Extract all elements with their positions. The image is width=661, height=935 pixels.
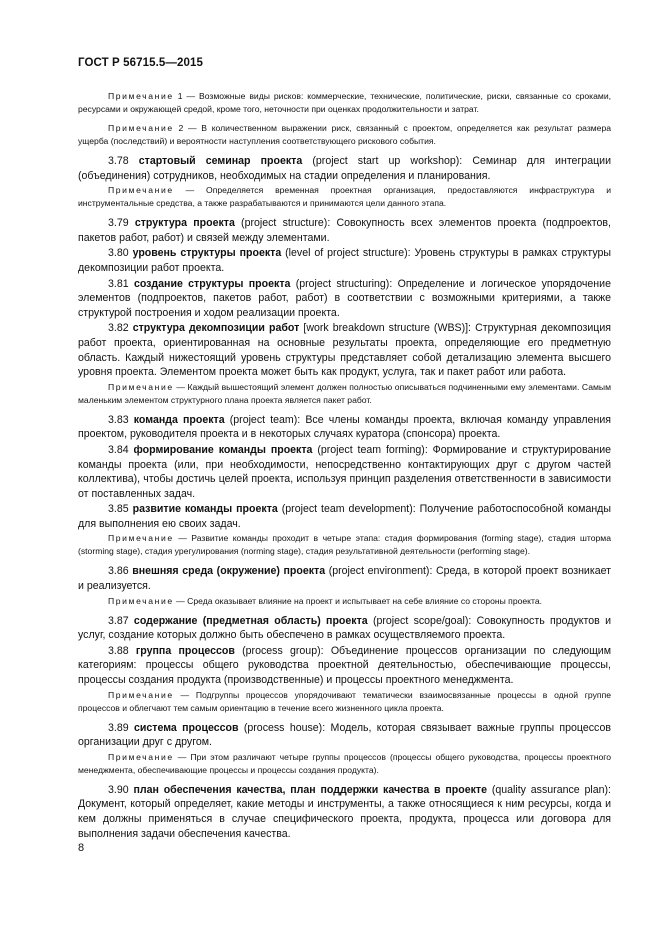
note-text: — В количественном выражении риск, связанный с проектом, определяется как результат размера ущерба (последствий) и вероятности наступления соответствующего рискового события. bbox=[78, 123, 612, 146]
term-definition: (project environment): Среда, в которой проект возникает и реализуется. bbox=[78, 565, 611, 593]
term-title: план обеспечения качества, план поддержки качества в проекте bbox=[133, 783, 487, 796]
note-label: Примечание bbox=[108, 689, 174, 700]
term-definition: (process group): Объединение процессов организации по следующим категориям: процессы общего руководства проектной деятельностью, обеспечивающие процессы, процессы создания продукта (производственные) и процессы проектного менеджмента. bbox=[78, 644, 612, 687]
standard-header: ГОСТ Р 56715.5—2015 bbox=[78, 57, 203, 69]
term-number: 3.82 bbox=[108, 322, 129, 335]
note-note-3-88 bbox=[78, 689, 611, 715]
page-number: 8 bbox=[78, 842, 85, 854]
note-number: 1 bbox=[177, 91, 183, 101]
note-note-3-85 bbox=[78, 532, 611, 558]
term-entry-3-90 bbox=[78, 783, 611, 841]
term-entry-3-86 bbox=[78, 564, 611, 593]
term-title: внешняя среда (окружение) проекта bbox=[132, 565, 326, 578]
term-title: создание структуры проекта bbox=[133, 277, 291, 290]
note-text: — Среда оказывает влияние на проект и испытывает на себе влияние со стороны проекта. bbox=[173, 595, 543, 606]
term-entry-3-84 bbox=[78, 443, 611, 501]
term-title: система процессов bbox=[133, 721, 239, 734]
note-label: Примечание bbox=[108, 123, 174, 133]
term-title: формирование команды проекта bbox=[133, 443, 313, 456]
term-entry-3-87 bbox=[78, 614, 611, 643]
term-number: 3.80 bbox=[108, 247, 129, 260]
term-number: 3.85 bbox=[108, 503, 129, 516]
term-definition: [work breakdown structure (WBS)]: Структурная декомпозиция работ проекта, ориентированная на основные результаты проекта, определяющие его предметную область. Каждый нижестоящий уровень структуры представляет собой детализацию элемента высшего уровня проекта. Элементом проекта может быть как продукт, услуга, так и пакет работ или работа. bbox=[78, 322, 611, 379]
note-label: Примечание bbox=[108, 595, 174, 606]
term-title: группа процессов bbox=[135, 644, 235, 657]
term-title: уровень структуры проекта bbox=[132, 247, 282, 260]
term-definition: (project team forming): Формирование и структурирование команды проекта (или, при необходимости, непосредственно контактирующих друг с другом частей коллектива), чтобы достичь целей проекта, используя принцип разделения ответственности в зависимости от поставленных задач. bbox=[78, 443, 612, 500]
term-entry-3-88 bbox=[78, 644, 611, 688]
term-title: структура декомпозиции работ bbox=[132, 322, 300, 335]
term-number: 3.86 bbox=[108, 565, 129, 578]
note-note-3-82 bbox=[78, 381, 611, 407]
note-label: Примечание bbox=[108, 185, 174, 196]
term-number: 3.90 bbox=[108, 783, 129, 796]
note-label: Примечание bbox=[108, 533, 174, 544]
term-entry-3-78 bbox=[78, 154, 611, 183]
term-definition: (project start up workshop): Семинар для интеграции (объединения) сотрудников, необходимых на стадии определения и планирования. bbox=[78, 155, 611, 182]
note-label: Примечание bbox=[108, 91, 174, 101]
note-note-risk-1 bbox=[78, 90, 611, 116]
term-entry-3-89 bbox=[78, 721, 611, 750]
term-number: 3.79 bbox=[108, 217, 129, 230]
note-text: — Каждый вышестоящий элемент должен полностью описываться подчиненными ему элементами. Самым маленьким элементом структурного плана проекта является пакет работ. bbox=[78, 381, 611, 405]
term-number: 3.87 bbox=[108, 614, 129, 627]
term-number: 3.81 bbox=[108, 277, 129, 290]
term-definition: (level of project structure): Уровень структуры в рамках структуры декомпозиции работ проекта. bbox=[78, 247, 612, 274]
term-entry-3-85 bbox=[78, 502, 611, 531]
document-body bbox=[78, 90, 611, 842]
note-label: Примечание bbox=[108, 751, 174, 762]
note-note-3-86 bbox=[78, 595, 611, 608]
term-number: 3.84 bbox=[108, 443, 129, 456]
term-number: 3.83 bbox=[108, 413, 129, 426]
term-entry-3-83 bbox=[78, 413, 611, 442]
term-entry-3-81 bbox=[78, 277, 611, 321]
term-definition: (process house): Модель, которая связывает важные группы процессов организации друг с другом. bbox=[78, 721, 611, 749]
note-text: — Подгруппы процессов упорядочивают тематически взаимосвязанные процессы в одной группе процессов и облегчают тем самым ориентацию в течение всего жизненного цикла проекта. bbox=[78, 689, 611, 713]
term-definition: (quality assurance plan): Документ, который определяет, какие методы и инструменты, а также относящиеся к ним ресурсы, когда и кем должны применяться в случае специфического проекта, продукта, процесса или договора для выполнения задачи обеспечения качества. bbox=[78, 783, 611, 840]
term-number: 3.88 bbox=[108, 644, 129, 657]
term-entry-3-79 bbox=[78, 216, 611, 245]
term-definition: (project structure): Совокупность всех элементов проекта (подпроектов, пакетов работ, работ) и связей между элементами. bbox=[78, 217, 611, 244]
term-number: 3.89 bbox=[108, 721, 129, 734]
term-title: стартовый семинар проекта bbox=[138, 155, 303, 167]
term-entry-3-80 bbox=[78, 246, 611, 275]
term-definition: (project team development): Получение работоспособной команды для выполнения ею своих задач. bbox=[78, 503, 611, 530]
note-text: — При этом различают четыре группы процессов (процессы общего руководства, процессы проектного менеджмента, обеспечивающие процессы и процессы создания продукта). bbox=[78, 751, 611, 775]
term-definition: (project scope/goal): Совокупность продуктов и услуг, создание которых должно быть обеспечено в рамках осуществляемого проекта. bbox=[78, 614, 611, 642]
note-text: — Возможные виды рисков: коммерческие, технические, политические, риски, связанные со сроками, ресурсами и окружающей средой, кроме того, неточности при оценках продолжительности и затрат. bbox=[78, 91, 612, 114]
note-label: Примечание bbox=[108, 381, 174, 392]
term-title: содержание (предметная область) проекта bbox=[133, 614, 368, 627]
term-definition: (project team): Все члены команды проекта, включая команду управления проектом, руководителя проекта и в некоторых случаях куратора (спонсора) проекта. bbox=[78, 413, 611, 441]
note-note-risk-2 bbox=[78, 122, 611, 148]
note-note-3-78 bbox=[78, 184, 611, 210]
note-number: 2 bbox=[178, 123, 184, 133]
note-text: — Определяется временная проектная организация, предоставляются инфраструктура и инструментальные средства, а также разрабатываются и принимаются цели данного этапа. bbox=[78, 185, 611, 209]
note-note-3-89 bbox=[78, 751, 611, 777]
note-text: — Развитие команды проходит в четыре этапа: стадия формирования (forming stage), стадия шторма (storming stage), стадия урегулирования (norming stage), стадия результативной деятельности (performing stage). bbox=[78, 533, 611, 557]
term-title: развитие команды проекта bbox=[132, 503, 278, 516]
term-entry-3-82 bbox=[78, 321, 611, 379]
term-definition: (project structuring): Определение и логическое упорядочение элементов (подпроектов, пакетов работ, работ) в соответствии с возможными критериями, а также структурой построения и ходом реализации проекта. bbox=[78, 277, 611, 319]
term-title: команда проекта bbox=[133, 413, 225, 426]
term-number: 3.78 bbox=[108, 155, 129, 167]
term-title: структура проекта bbox=[134, 217, 235, 230]
